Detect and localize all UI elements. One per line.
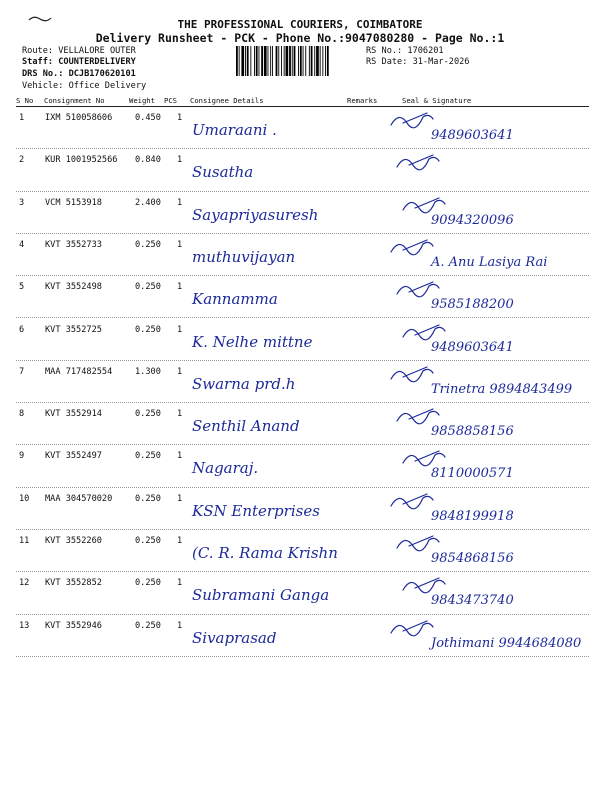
col-sno: S No	[16, 96, 34, 105]
pcs-value: 1	[177, 409, 183, 420]
signature-phone: 9585188200	[431, 297, 514, 313]
pcs-value: 1	[177, 239, 183, 250]
table-row	[16, 403, 589, 445]
barcode-image	[236, 46, 362, 76]
row-sno: 13	[19, 620, 30, 631]
consignee-handwriting	[186, 194, 356, 232]
consignee-name: Sayapriyasuresh	[192, 205, 319, 224]
seal-signature	[371, 570, 581, 614]
signature-phone: 9848199918	[431, 508, 514, 524]
consignee-name: muthuvijayan	[192, 247, 296, 266]
signature-phone: 9843473740	[431, 593, 514, 609]
table-row	[16, 572, 589, 614]
drs-number: DRS No.: DCJB170620101	[22, 69, 136, 79]
table-row	[16, 319, 589, 361]
signature-phone: Jothimani 9944684080	[431, 635, 582, 651]
seal-signature	[371, 486, 581, 530]
pcs-value: 1	[177, 620, 183, 631]
signature-scribble	[403, 578, 445, 593]
pcs-value: 1	[177, 578, 183, 589]
signature-scribble	[403, 198, 445, 213]
consignee-handwriting	[186, 151, 356, 189]
weight-value: 0.250	[135, 282, 161, 293]
weight-value: 0.250	[135, 324, 161, 335]
signature-scribble	[397, 536, 439, 551]
row-sno: 7	[19, 366, 25, 377]
row-sno: 11	[19, 536, 30, 546]
consignee-handwriting	[186, 278, 356, 316]
pcs-value: 1	[177, 197, 183, 208]
consignment-number: KVT 3552946	[45, 620, 102, 631]
consignee-name: Sivaprasad	[192, 628, 277, 647]
table-row	[16, 445, 589, 487]
weight-value: 0.250	[135, 493, 161, 504]
seal-signature	[371, 105, 581, 149]
consignment-number: MAA 717482554	[45, 366, 113, 377]
seal-signature	[371, 528, 581, 572]
consignee-name: K. Nelhe mittne	[192, 332, 313, 351]
signature-scribble	[397, 155, 439, 170]
signature-phone: 8110000571	[431, 466, 514, 482]
weight-value: 0.250	[135, 409, 161, 420]
col-consignment: Consignment No	[44, 96, 105, 105]
consignment-number: KVT 3552914	[45, 409, 102, 420]
table-row	[16, 276, 589, 318]
col-weight: Weight	[129, 96, 155, 105]
pcs-value: 1	[177, 324, 183, 335]
signature-scribble	[391, 240, 433, 255]
consignee-name: (C. R. Rama Krishn	[192, 544, 338, 562]
pcs-value: 1	[177, 536, 183, 546]
route-label: Route: VELLALORE OUTER	[22, 46, 136, 56]
rs-number: RS No.: 1706201	[366, 46, 444, 56]
consignment-number: KVT 3552725	[45, 324, 102, 335]
signature-scribble	[403, 451, 445, 466]
consignment-number: KVT 3552260	[45, 536, 102, 546]
row-sno: 5	[19, 282, 25, 293]
seal-signature	[371, 401, 581, 445]
table-row	[16, 234, 589, 276]
signature-phone: 9489603641	[431, 128, 514, 143]
weight-value: 0.450	[135, 113, 161, 123]
consignment-number: MAA 304570020	[45, 493, 113, 504]
signature-phone: A. Anu Lasiya Rai	[431, 254, 548, 270]
weight-value: 0.250	[135, 239, 161, 250]
col-remarks: Remarks	[347, 96, 378, 105]
weight-value: 0.250	[135, 536, 161, 546]
table-row	[16, 149, 589, 191]
consignee-handwriting	[186, 447, 356, 485]
consignee-handwriting	[186, 109, 356, 147]
pcs-value: 1	[177, 366, 183, 377]
signature-scribble	[397, 409, 439, 424]
row-sno: 4	[19, 239, 25, 250]
consignee-name: Umaraani .	[192, 121, 277, 139]
signature-scribble	[391, 113, 433, 128]
consignee-handwriting	[186, 532, 356, 570]
table-row	[16, 361, 589, 403]
signature-scribble	[391, 621, 433, 636]
consignment-number: IXM 510058606	[45, 113, 113, 123]
row-sno: 3	[19, 197, 25, 208]
row-sno: 10	[19, 493, 30, 504]
signature-phone: 9858858156	[431, 424, 514, 440]
weight-value: 0.250	[135, 578, 161, 589]
vehicle-label: Vehicle: Office Delivery	[22, 81, 147, 91]
weight-value: 0.250	[135, 451, 161, 462]
signature-phone: 9094320096	[431, 212, 514, 228]
consignee-name: Swarna prd.h	[192, 374, 296, 393]
seal-signature	[371, 232, 581, 276]
consignment-number: KVT 3552498	[45, 282, 102, 293]
runsheet-subtitle: Delivery Runsheet - PCK - Phone No.:9047080280 - Page No.:1	[95, 31, 505, 45]
signature-phone: 9854868156	[431, 551, 514, 566]
weight-value: 0.250	[135, 620, 161, 631]
pcs-value: 1	[177, 282, 183, 293]
pcs-value: 1	[177, 451, 183, 462]
consignee-name: Kannamma	[192, 290, 278, 309]
weight-value: 1.300	[135, 366, 161, 377]
consignee-handwriting	[186, 405, 356, 443]
consignee-handwriting	[186, 321, 356, 359]
row-sno: 6	[19, 324, 25, 335]
weight-value: 0.840	[135, 155, 161, 166]
signature-scribble	[391, 367, 433, 382]
consignment-number: KVT 3552733	[45, 239, 102, 250]
signature-phone: 9489603641	[431, 339, 514, 355]
signature-scribble	[397, 282, 439, 297]
col-seal-signature: Seal & Signature	[402, 96, 472, 105]
row-sno: 8	[19, 409, 25, 420]
consignment-number: KVT 3552852	[45, 578, 102, 589]
row-sno: 9	[19, 451, 25, 462]
table-row	[16, 107, 589, 149]
table-row	[16, 615, 589, 657]
consignee-handwriting	[186, 574, 356, 612]
weight-value: 2.400	[135, 197, 161, 208]
seal-signature	[371, 359, 581, 403]
consignee-handwriting	[186, 617, 356, 655]
consignee-handwriting	[186, 236, 356, 274]
row-divider	[16, 656, 589, 657]
rs-date: RS Date: 31-Mar-2026	[366, 57, 470, 67]
signature-scribble	[403, 325, 445, 340]
signature-phone: Trinetra 9894843499	[431, 381, 573, 397]
seal-signature	[371, 147, 581, 191]
seal-signature	[371, 317, 581, 361]
consignee-handwriting	[186, 490, 356, 528]
consignee-name: Senthil Anand	[192, 417, 300, 436]
row-sno: 1	[19, 113, 25, 123]
seal-signature	[371, 274, 581, 318]
signature-scribble	[391, 494, 433, 509]
staff-label: Staff: COUNTERDELIVERY	[22, 57, 136, 67]
consignee-name: Subramani Ganga	[192, 586, 330, 605]
consignee-name: Susatha	[192, 163, 254, 182]
col-pcs: PCS	[164, 96, 177, 105]
pcs-value: 1	[177, 155, 183, 166]
seal-signature	[371, 190, 581, 234]
row-sno: 12	[19, 578, 30, 589]
consignment-number: KVT 3552497	[45, 451, 102, 462]
consignment-number: KUR 1001952566	[45, 155, 118, 166]
consignee-handwriting	[186, 363, 356, 401]
seal-signature	[371, 613, 581, 657]
consignee-name: Nagaraj.	[192, 459, 259, 478]
table-row	[16, 192, 589, 234]
table-row	[16, 530, 589, 572]
consignee-name: KSN Enterprises	[192, 501, 320, 520]
row-sno: 2	[19, 155, 25, 166]
company-title: THE PROFESSIONAL COURIERS, COIMBATORE	[177, 18, 423, 31]
seal-signature	[371, 443, 581, 487]
pcs-value: 1	[177, 113, 183, 123]
pcs-value: 1	[177, 493, 183, 504]
consignment-number: VCM 5153918	[45, 197, 102, 208]
col-consignee: Consignee Details	[190, 96, 264, 105]
table-row	[16, 488, 589, 530]
